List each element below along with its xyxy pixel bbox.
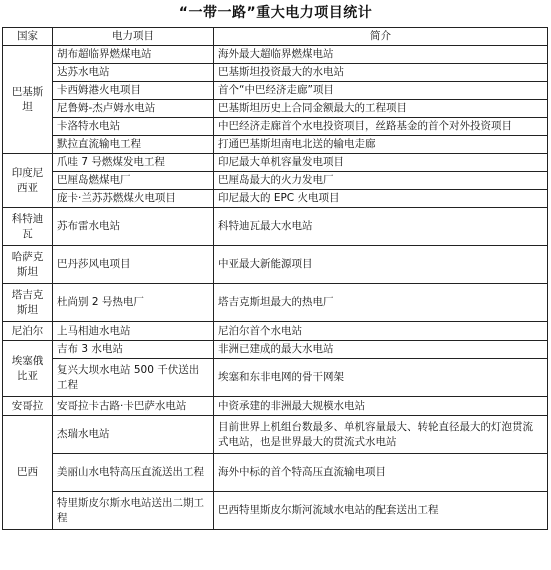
table-row xyxy=(3,118,548,136)
description-cell: 塔吉克斯坦最大的热电厂 xyxy=(214,284,548,322)
description-cell: 中资承建的非洲最大规模水电站 xyxy=(214,397,548,416)
table-row xyxy=(3,172,548,190)
header-country: 国家 xyxy=(3,28,53,46)
table-row xyxy=(3,190,548,208)
header-project: 电力项目 xyxy=(53,28,214,46)
table-row xyxy=(3,454,548,492)
power-projects-table xyxy=(2,27,548,530)
project-cell: 巴丹莎风电项目 xyxy=(53,246,214,284)
description-cell: 首个“中巴经济走廊”项目 xyxy=(214,82,548,100)
table-row xyxy=(3,154,548,172)
table-row xyxy=(3,136,548,154)
project-cell: 默拉直流输电工程 xyxy=(53,136,214,154)
description-cell: 中巴经济走廊首个水电投资项目，丝路基金的首个对外投资项目 xyxy=(214,118,548,136)
page-title: “一带一路”重大电力项目统计 xyxy=(178,5,373,21)
country-cell: 埃塞俄比亚 xyxy=(3,341,53,397)
table-row xyxy=(3,492,548,530)
project-cell: 卡洛特水电站 xyxy=(53,118,214,136)
description-cell: 印尼最大单机容量发电项目 xyxy=(214,154,548,172)
table-row xyxy=(3,359,548,397)
description-cell: 科特迪瓦最大水电站 xyxy=(214,208,548,246)
table-row xyxy=(3,82,548,100)
description-cell: 中亚最大新能源项目 xyxy=(214,246,548,284)
description-cell: 巴基斯坦投资最大的水电站 xyxy=(214,64,548,82)
description-cell: 打通巴基斯坦南电北送的输电走廊 xyxy=(214,136,548,154)
description-cell: 海外最大超临界燃煤电站 xyxy=(214,46,548,64)
table-row xyxy=(3,341,548,359)
country-cell: 安哥拉 xyxy=(3,397,53,416)
table-row xyxy=(3,208,548,246)
country-cell: 哈萨克斯坦 xyxy=(3,246,53,284)
description-cell: 非洲已建成的最大水电站 xyxy=(214,341,548,359)
country-cell: 塔吉克斯坦 xyxy=(3,284,53,322)
project-cell: 卡西姆港火电项目 xyxy=(53,82,214,100)
description-cell: 目前世界上机组台数最多、单机容量最大、转轮直径最大的灯泡贯流式电站，也是世界最大的贯流式水电站 xyxy=(214,416,548,454)
project-cell: 巴厘岛燃煤电厂 xyxy=(53,172,214,190)
project-cell: 安哥拉卡古路·卡巴萨水电站 xyxy=(53,397,214,416)
project-cell: 杰瑞水电站 xyxy=(53,416,214,454)
table-row xyxy=(3,416,548,454)
header-description: 简介 xyxy=(214,28,548,46)
project-cell: 尼鲁姆-杰卢姆水电站 xyxy=(53,100,214,118)
project-cell: 胡布超临界燃煤电站 xyxy=(53,46,214,64)
project-cell: 美丽山水电特高压直流送出工程 xyxy=(53,454,214,492)
project-cell: 杜尚别 2 号热电厂 xyxy=(53,284,214,322)
table-row xyxy=(3,46,548,64)
project-cell: 上马相迪水电站 xyxy=(53,322,214,341)
country-cell: 科特迪瓦 xyxy=(3,208,53,246)
table-row xyxy=(3,322,548,341)
description-cell: 巴西特里斯皮尔斯河流域水电站的配套送出工程 xyxy=(214,492,548,530)
description-cell: 埃塞和东非电网的骨干网架 xyxy=(214,359,548,397)
country-cell: 印度尼西亚 xyxy=(3,154,53,208)
project-cell: 达苏水电站 xyxy=(53,64,214,82)
table-row xyxy=(3,397,548,416)
table-row xyxy=(3,284,548,322)
description-cell: 海外中标的首个特高压直流输电项目 xyxy=(214,454,548,492)
table-row xyxy=(3,100,548,118)
project-cell: 吉布 3 水电站 xyxy=(53,341,214,359)
country-cell: 巴西 xyxy=(3,416,53,530)
description-cell: 巴基斯坦历史上合同金额最大的工程项目 xyxy=(214,100,548,118)
project-cell: 苏布雷水电站 xyxy=(53,208,214,246)
project-cell: 庞卡·兰苏苏燃煤火电项目 xyxy=(53,190,214,208)
table-row xyxy=(3,64,548,82)
table-body xyxy=(3,46,548,530)
table-row xyxy=(3,246,548,284)
description-cell: 巴厘岛最大的火力发电厂 xyxy=(214,172,548,190)
country-cell: 尼泊尔 xyxy=(3,322,53,341)
description-cell: 印尼最大的 EPC 火电项目 xyxy=(214,190,548,208)
project-cell: 特里斯皮尔斯水电站送出二期工程 xyxy=(53,492,214,530)
description-cell: 尼泊尔首个水电站 xyxy=(214,322,548,341)
table-header-row xyxy=(3,28,548,46)
country-cell: 巴基斯坦 xyxy=(3,46,53,154)
project-cell: 复兴大坝水电站 500 千伏送出工程 xyxy=(53,359,214,397)
project-cell: 爪哇 7 号燃煤发电工程 xyxy=(53,154,214,172)
